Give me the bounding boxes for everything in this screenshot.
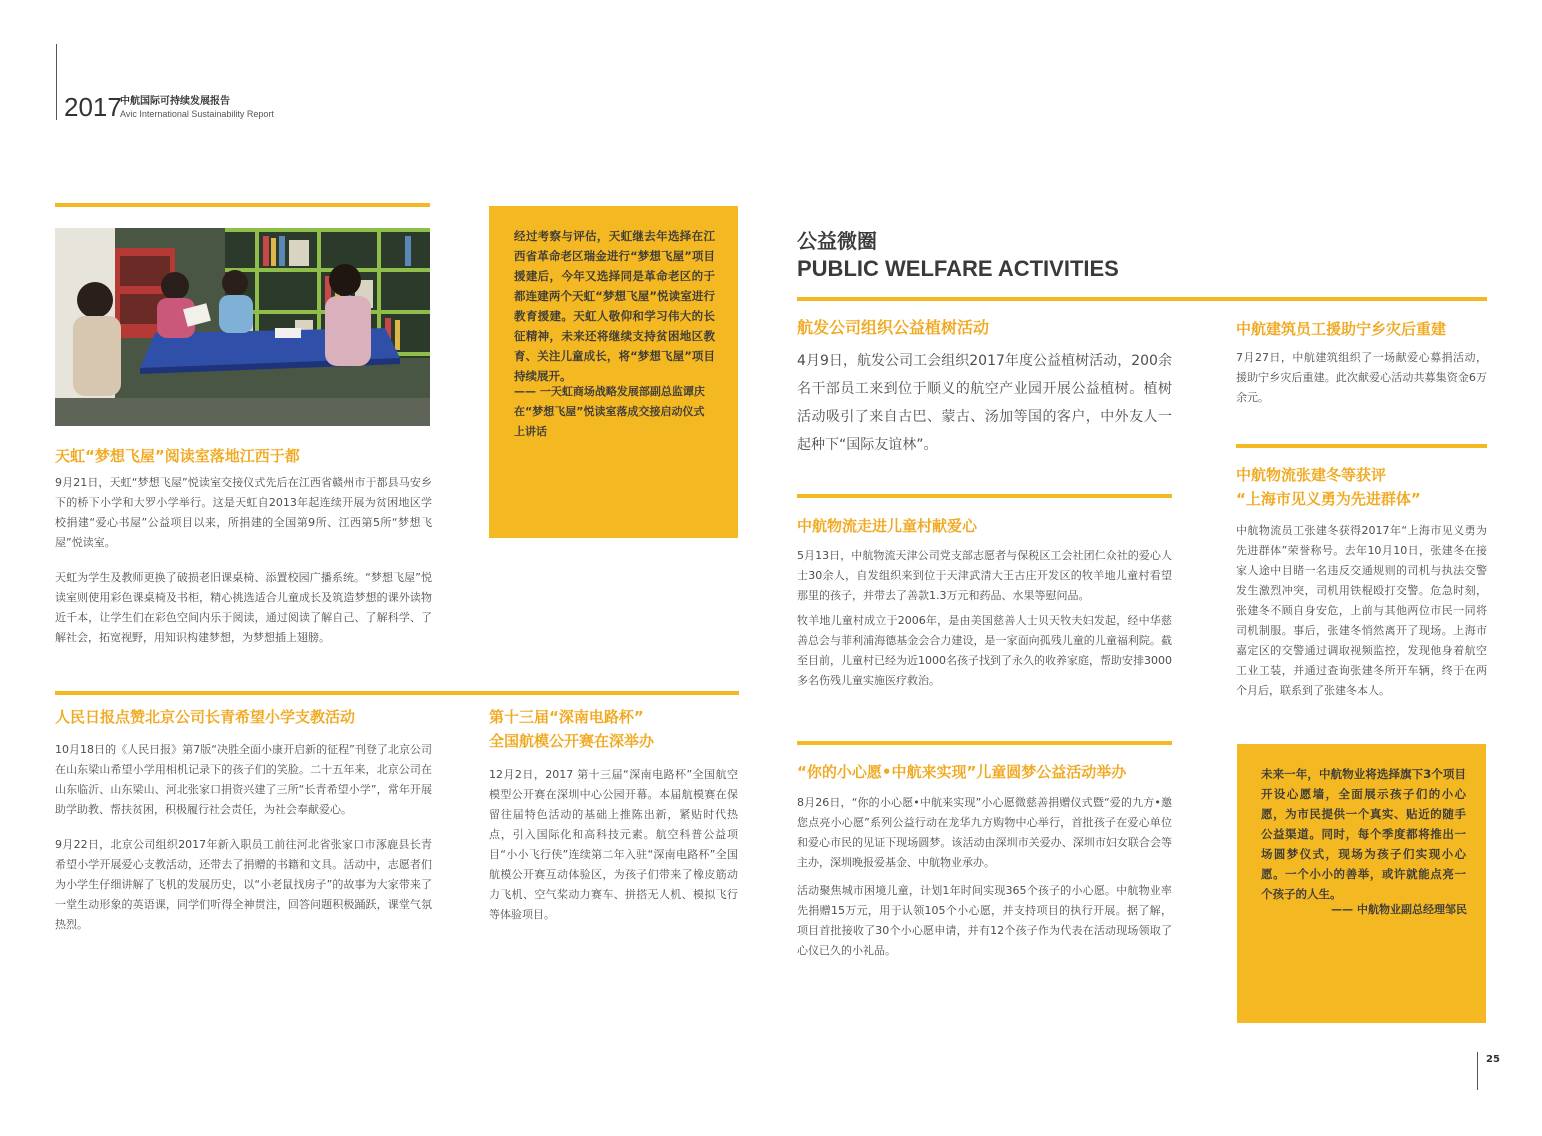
little-wish-rule bbox=[797, 741, 1172, 745]
tianhong-paragraph-2: 天虹为学生及教师更换了破损老旧课桌椅、添置校园广播系统。“梦想飞屋”悦读室则使用彩色课桌椅及书柜，精心挑选适合儿童成长及筑造梦想的课外读物近千本，让学生们在彩色空间内乐于阅读，通过阅读了解自己、了解科学、了解社会，拓宽视野，用知识构建梦想，为梦想插上翅膀。 bbox=[55, 571, 432, 644]
section-top-rule bbox=[797, 297, 1487, 301]
reading-room-photo bbox=[55, 228, 430, 426]
avic-construction-paragraph: 7月27日，中航建筑组织了一场献爱心募捐活动，援助宁乡灾后重建。此次献爱心活动共募集资金6万余元。 bbox=[1236, 351, 1487, 404]
property-quote-box bbox=[1237, 744, 1486, 1023]
report-title-en: Avic International Sustainability Report bbox=[120, 109, 274, 119]
childrens-village-title: 中航物流走进儿童村献爱心 bbox=[797, 517, 978, 535]
childrens-village-paragraph-2: 牧羊地儿童村成立于2006年，是由美国慈善人士贝天牧夫妇发起，经中华慈善总会与菲利浦海德基金会合力建设，是一家面向孤残儿童的儿童福利院。截至目前，儿童村已经为近1000名孩子找到了永久的收养家庭，帮助安排3000多名伤残儿童实施医疗救治。 bbox=[797, 614, 1172, 687]
tree-planting-paragraph: 4月9日，航发公司工会组织2017年度公益植树活动，200余名干部员工来到位于顺义的航空产业园开展公益植树。植树活动吸引了来自古巴、蒙古、汤加等国的客户，中外友人一起种下“国际友谊林”。 bbox=[797, 353, 1172, 453]
avic-construction-title: 中航建筑员工援助宁乡灾后重建 bbox=[1236, 320, 1447, 338]
zhang-title-1: 中航物流张建冬等获评 bbox=[1236, 466, 1387, 484]
zhang-paragraph: 中航物流员工张建冬获得2017年“上海市见义勇为先进群体”荣誉称号。去年10月10日，张建冬在接家人途中目睹一名违反交通规则的司机与执法交警发生激烈冲突，司机用铁棍殴打交警。危急时刻，张建冬不顾自身安危，上前与其他两位市民一同将司机制服。事后，张建冬悄然离开了现场。上海市嘉定区的交警通过调取视频监控，发现他身着航空工业工装，并通过查询张建冬所开车辆，终于在两个月后，联系到了张建冬本人。 bbox=[1236, 524, 1487, 697]
zhang-top-rule bbox=[1236, 444, 1487, 448]
reading-room-illustration bbox=[55, 228, 430, 426]
section-title-en: PUBLIC WELFARE ACTIVITIES bbox=[797, 256, 1119, 281]
tianhong-quote-text: 经过考察与评估，天虹继去年选择在江西省革命老区瑞金进行“梦想飞屋”项目援建后，今年又选择同是革命老区的于都连建两个天虹“梦想飞屋”悦读室进行教育援建。天虹人敬仰和学习伟大的长征精神，未来还将继续支持贫困地区教育、关注儿童成长，将“梦想飞屋”项目持续展开。 bbox=[514, 229, 715, 383]
little-wish-paragraph-1: 8月26日，“你的小心愿•中航来实现”小心愿微慈善捐赠仪式暨“爱的九方•邀您点亮小心愿”系列公益行动在龙华九方购物中心举行，首批孩子在爱心单位和爱心市民的见证下现场圆梦。该活动由深圳市关爱办、深圳市妇女联合会等主办，深圳晚报爱基金、中航物业承办。 bbox=[797, 796, 1172, 869]
property-quote-text: 未来一年，中航物业将选择旗下3个项目开设心愿墙，全面展示孩子们的小心愿，为市民提供一个真实、贴近的随手公益渠道。同时，每个季度都将推出一场圆梦仪式，现场为孩子们实现小心愿。一个小小的善举，或许就能点亮一个孩子的人生。 bbox=[1261, 767, 1466, 901]
childrens-village-paragraph-1: 5月13日，中航物流天津公司党支部志愿者与保税区工会社团仁众社的爱心人士30余人，自发组织来到位于天津武清大王古庄开发区的牧羊地儿童村看望那里的孩子，并带去了善款1.3万元和药品、水果等慰问品。 bbox=[797, 549, 1172, 602]
childrens-village-rule bbox=[797, 494, 1172, 498]
shennan-cup-title-1: 第十三届“深南电路杯” bbox=[489, 708, 644, 726]
bottom-left-rule bbox=[55, 691, 739, 695]
little-wish-title: “你的小心愿•中航来实现”儿童圆梦公益活动举办 bbox=[797, 763, 1127, 781]
peoples-daily-paragraph-1: 10月18日的《人民日报》第7版“决胜全面小康开启新的征程”刊登了北京公司在山东梁山希望小学用相机记录下的孩子们的笑脸。二十五年来，北京公司在山东临沂、山东梁山、河北张家口捐资兴建了三所“长青希望小学”，常年开展助学助教、帮扶贫困，积极履行社会责任，为社会奉献爱心。 bbox=[55, 743, 432, 816]
property-quote-signature: —— 中航物业副总经理邹民 bbox=[1331, 903, 1467, 916]
shennan-cup-title-2: 全国航模公开赛在深举办 bbox=[489, 732, 655, 750]
little-wish-paragraph-2: 活动聚焦城市困境儿童，计划1年时间实现365个孩子的小心愿。中航物业率先捐赠15万元，用于认领105个小心愿，并支持项目的执行开展。据了解，项目首批接收了30个小心愿申请，并有12个孩子作为代表在活动现场领取了心仪已久的小礼品。 bbox=[797, 884, 1172, 957]
tianhong-quote-box bbox=[489, 206, 738, 538]
tree-planting-title: 航发公司组织公益植树活动 bbox=[797, 318, 990, 337]
tianhong-quote-signature: —— 一天虹商场战略发展部副总监谭庆在“梦想飞屋”悦读室落成交接启动仪式上讲话 bbox=[514, 385, 705, 438]
report-year: 2017 bbox=[64, 92, 122, 122]
report-title-cn: 中航国际可持续发展报告 bbox=[120, 96, 230, 107]
header-left-rule bbox=[56, 44, 57, 120]
tianhong-title: 天虹“梦想飞屋”阅读室落地江西于都 bbox=[55, 447, 300, 465]
page-number: 25 bbox=[1486, 1054, 1500, 1065]
tianhong-top-rule bbox=[55, 203, 430, 207]
zhang-title-2: “上海市见义勇为先进群体” bbox=[1236, 490, 1421, 508]
tianhong-paragraph-1: 9月21日，天虹“梦想飞屋”悦读室交接仪式先后在江西省赣州市于都县马安乡下的桥下小学和大罗小学举行。这是天虹自2013年起连续开展为贫困地区学校捐建“爱心书屋”公益项目以来，所捐建的全国第9所、江西第5所“梦想飞屋”悦读室。 bbox=[55, 476, 432, 549]
page-number-rule bbox=[1477, 1052, 1478, 1090]
section-title-cn: 公益微圈 bbox=[797, 229, 877, 253]
shennan-cup-paragraph: 12月2日，2017 第十三届“深南电路杯”全国航空模型公开赛在深圳中心公园开幕。本届航模赛在保留往届特色活动的基础上推陈出新，紧贴时代热点，引入国际化和高科技元素。航空科普公益项目“小小飞行侠”连续第二年入驻“深南电路杯”全国航模公开赛互动体验区，为孩子们带来了橡皮筋动力飞机、空气桨动力赛车、拼搭无人机、模拟飞行等体验项目。 bbox=[489, 768, 738, 921]
peoples-daily-title: 人民日报点赞北京公司长青希望小学支教活动 bbox=[55, 708, 356, 726]
peoples-daily-paragraph-2: 9月22日，北京公司组织2017年新入职员工前往河北省张家口市涿鹿县长青希望小学开展爱心支教活动，还带去了捐赠的书籍和文具。活动中，志愿者们为小学生仔细讲解了飞机的发展历史，以“小老鼠找房子”的故事为大家带来了一堂生动形象的英语课，同学们听得全神贯注，回答问题积极踊跃，课堂气氛热烈。 bbox=[55, 838, 432, 931]
